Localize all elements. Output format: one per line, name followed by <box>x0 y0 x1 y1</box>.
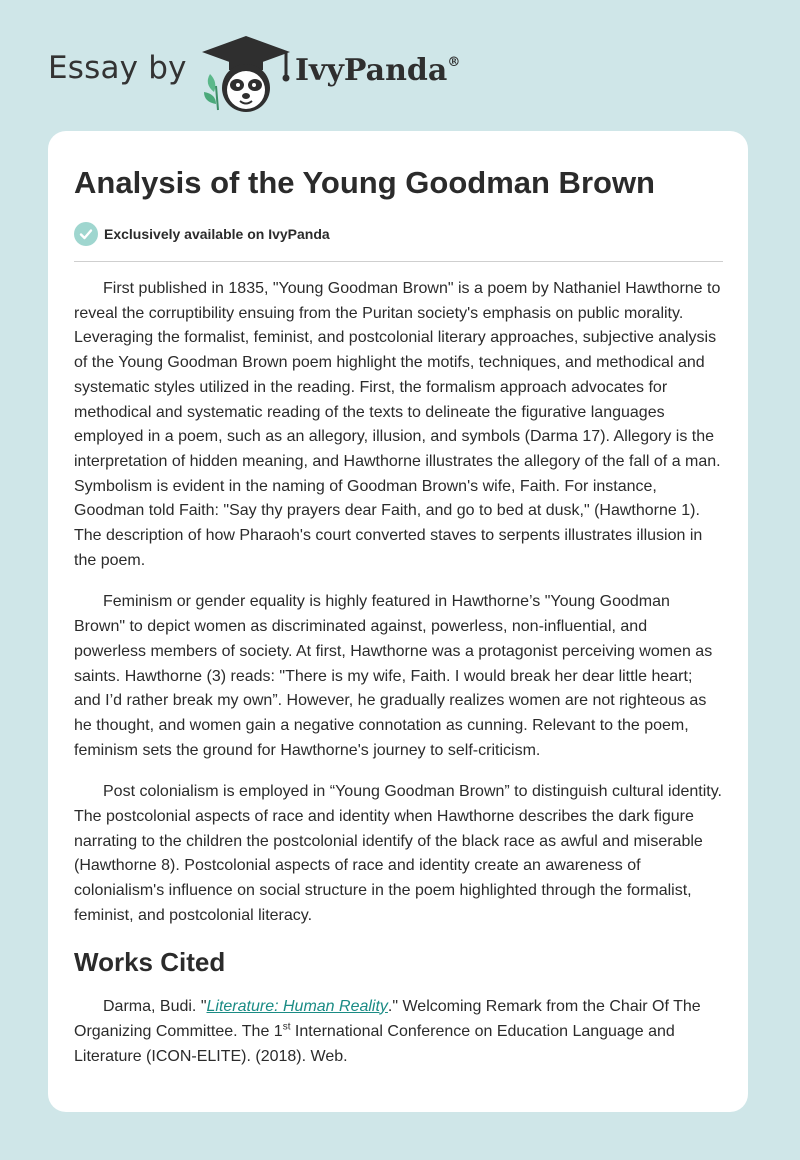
works-cited-heading: Works Cited <box>74 946 226 977</box>
page-title: Analysis of the Young Goodman Brown <box>74 165 655 200</box>
divider <box>74 261 723 262</box>
citation-entry <box>74 994 722 1069</box>
exclusive-badge <box>74 222 330 246</box>
paragraph: Feminism or gender equality is highly featured in Hawthorne’s "Young Goodman Brown" to depict women as discriminated against, powerless, non-influential, and powerless members of society. At first, Hawthorne was a protagonist perceiving women as saints. Hawthorne (3) reads: "There is my wife, Faith. I would break her dear little heart; and I’d rather break my own”. However, he gradually realizes women are not righteous as he thought, and women gain a negative connotation as cunning. Relevant to the poem, feminism sets the ground for Hawthorne's journey to self-criticism. <box>74 593 713 759</box>
essay-card <box>48 131 748 1112</box>
ivypanda-logo-icon[interactable] <box>196 34 296 114</box>
site-header <box>0 0 800 130</box>
paragraph: Post colonialism is employed in “Young Goodman Brown” to distinguish cultural identity. The postcolonial aspects of race and identity when Hawthorne describes the dark figure narrating to the children the postcolonial identify of the black race as awful and miserable (Hawthorne 8). Postcolonial aspects of race and identity create an awareness of colonialism's influence on social structure in the poem highlighted through the formalist, feminist, and postcolonial literacy. <box>74 783 722 924</box>
registered-mark: ® <box>447 55 461 70</box>
check-circle-icon <box>74 222 98 246</box>
citation-author: Darma, Budi. " <box>103 997 207 1015</box>
essay-by-label: Essay by <box>48 50 187 86</box>
citation-text: ." Welcoming Remark from the Chair Of The Organizing Committee. The 1 <box>74 997 701 1040</box>
exclusive-badge-label: Exclusively available on IvyPanda <box>104 226 330 242</box>
essay-body <box>74 277 722 1069</box>
citation-link[interactable]: Literature: Human Reality <box>206 997 388 1015</box>
citation-text-rest: International Conference on Education Language and Literature (ICON-ELITE). (2018). Web. <box>74 1022 675 1065</box>
citation-superscript: st <box>282 1021 291 1033</box>
paragraph: First published in 1835, "Young Goodman Brown" is a poem by Nathaniel Hawthorne to reveal the corruptibility ensuing from the Puritan society's emphasis on public morality. Leveraging the formalist, feminist, and postcolonial literary approaches, subjective analysis of the Young Goodman Brown poem highlight the motifs, techniques, and methodical and systematic styles utilized in the reading. First, the formalism approach advocates for methodical and systematic reading of the texts to delineate the figurative languages employed in a poem, such as an allegory, illusion, and symbols (Darma 17). Allegory is the interpretation of hidden meaning, and Hawthorne illustrates the allegory of the fall of a man. Symbolism is evident in the naming of Goodman Brown's wife, Faith. For instance, Goodman told Faith: "Say thy prayers dear Faith, and go to bed at dusk," (Hawthorne 1). The description of how Pharaoh's court converted staves to serpents illustrates illusion in the poem. <box>74 280 721 569</box>
brand-name[interactable]: IvyPanda® <box>295 53 461 88</box>
